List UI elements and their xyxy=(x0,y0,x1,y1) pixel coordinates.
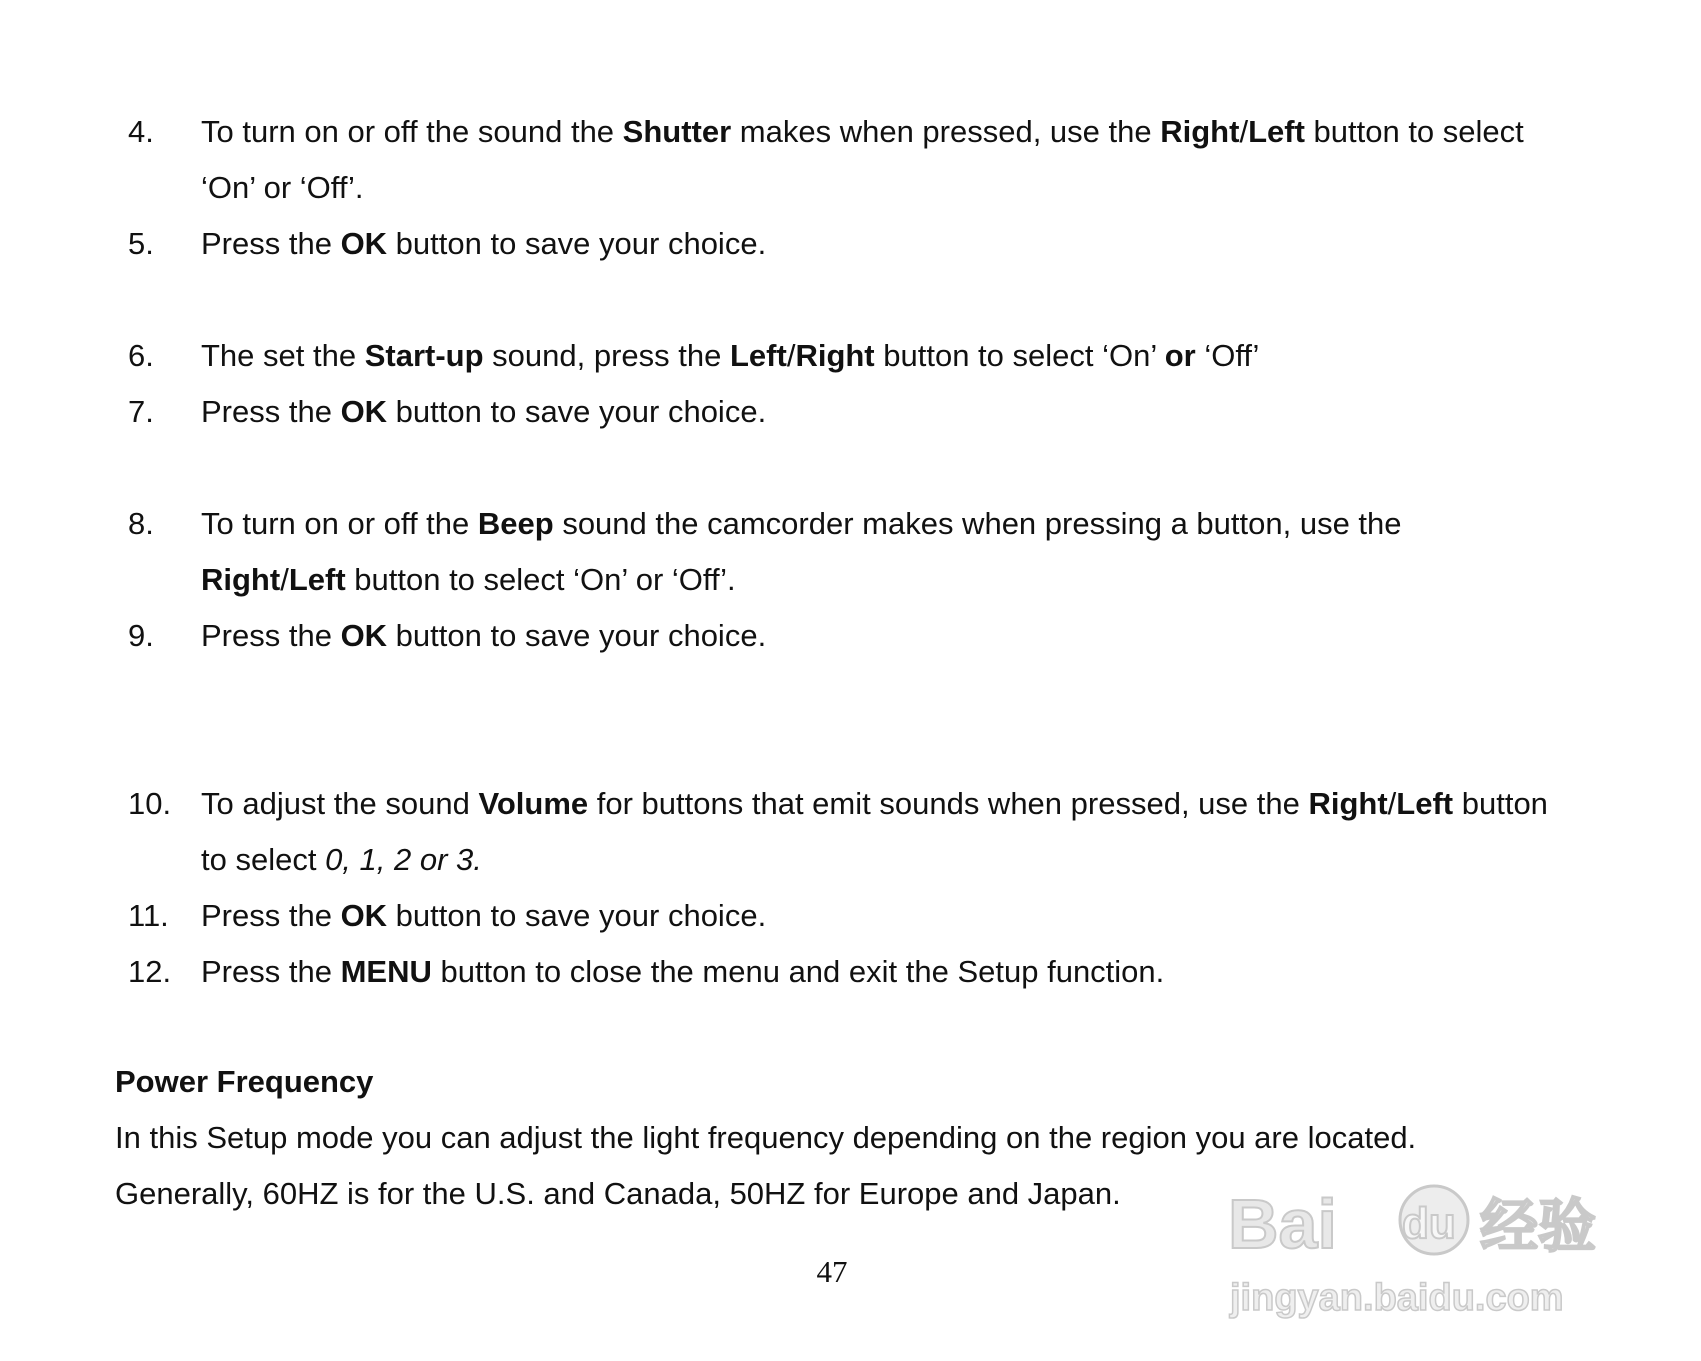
step-text xyxy=(201,384,1548,440)
step-number: 5. xyxy=(128,226,154,261)
svg-text:du: du xyxy=(1402,1199,1456,1248)
step-number: 7. xyxy=(128,394,154,429)
svg-text:经验: 经验 xyxy=(1480,1192,1597,1260)
bold-term: Volume xyxy=(478,786,589,821)
text-run: button to save your choice. xyxy=(387,226,767,261)
bold-term: Right xyxy=(201,562,281,597)
italic-term: 0, 1, 2 or 3. xyxy=(325,842,482,877)
text-run: Press the xyxy=(201,898,341,933)
watermark-brand: Bai xyxy=(1228,1185,1337,1263)
section-paragraph: In this Setup mode you can adjust the light frequency depending on the region you are located. Generally, 60HZ is for the U.S. and Canada, 50HZ for Europe and Japan. xyxy=(115,1120,1417,1211)
text-run: To turn on or off the xyxy=(201,506,478,541)
step-text xyxy=(201,496,1548,608)
step-text xyxy=(201,944,1548,1000)
bold-term: Left xyxy=(729,338,787,373)
text-run: To turn on or off the sound the xyxy=(201,114,623,149)
step-text xyxy=(201,328,1548,384)
step-number: 8. xyxy=(128,506,154,541)
bold-term: Beep xyxy=(477,506,554,541)
text-run: button to save your choice. xyxy=(387,618,767,653)
bold-term: OK xyxy=(340,226,388,261)
text-run: button to close the menu and exit the Setup function. xyxy=(431,954,1165,989)
text-run: button to save your choice. xyxy=(387,394,767,429)
step-11 xyxy=(128,888,1548,944)
section-heading: Power Frequency xyxy=(115,1064,374,1099)
bold-term: Right xyxy=(1308,786,1388,821)
text-run: button to select ‘On’ or ‘Off’. xyxy=(201,114,1524,205)
text-run: Press the xyxy=(201,226,341,261)
step-5 xyxy=(128,216,1548,272)
step-number: 4. xyxy=(128,114,154,149)
step-text xyxy=(201,608,1548,664)
step-6 xyxy=(128,328,1548,384)
text-run: sound, press the xyxy=(483,338,730,373)
text-run: / xyxy=(786,338,796,373)
step-text xyxy=(201,216,1548,272)
bold-term: Left xyxy=(1248,114,1305,149)
baidu-jingyan-watermark xyxy=(1222,1172,1622,1322)
step-number: 9. xyxy=(128,618,154,653)
text-run: / xyxy=(1387,786,1397,821)
step-text xyxy=(201,104,1548,216)
bold-term: OK xyxy=(340,394,388,429)
text-run: makes when pressed, use the xyxy=(731,114,1161,149)
bold-term: or xyxy=(1164,338,1196,373)
bold-term: Left xyxy=(1396,786,1454,821)
step-7 xyxy=(128,384,1548,440)
step-number: 12. xyxy=(128,954,172,989)
step-number: 10. xyxy=(128,786,172,821)
text-run: Press the xyxy=(201,394,341,429)
bold-term: MENU xyxy=(340,954,432,989)
text-run: for buttons that emit sounds when pressed, use the xyxy=(588,786,1309,821)
bold-term: Right xyxy=(1160,114,1240,149)
text-run: / xyxy=(1239,114,1249,149)
text-run: button to select ‘On’ or ‘Off’. xyxy=(345,562,736,597)
text-run: button to save your choice. xyxy=(387,898,767,933)
step-number: 11. xyxy=(128,898,169,933)
bold-term: Start-up xyxy=(364,338,484,373)
step-text xyxy=(201,776,1548,888)
watermark-url: jingyan.baidu.com xyxy=(1230,1277,1564,1319)
page-number: 47 xyxy=(816,1254,848,1289)
bold-term: OK xyxy=(340,618,388,653)
step-text xyxy=(201,888,1548,944)
step-8 xyxy=(128,496,1548,608)
text-run: button to select ‘On’ xyxy=(874,338,1165,373)
text-run: / xyxy=(280,562,289,597)
step-10 xyxy=(128,776,1548,888)
bold-term: Shutter xyxy=(622,114,732,149)
step-12 xyxy=(128,944,1548,1000)
bold-term: OK xyxy=(340,898,388,933)
text-run: To adjust the sound xyxy=(201,786,479,821)
step-4 xyxy=(128,104,1548,216)
text-run: ‘Off’ xyxy=(1195,338,1260,373)
text-run: Press the xyxy=(201,954,341,989)
bold-term: Left xyxy=(288,562,346,597)
text-run: sound the camcorder makes when pressing a button, use the xyxy=(553,506,1402,541)
text-run: The set the xyxy=(201,338,365,373)
step-number: 6. xyxy=(128,338,154,373)
text-run: Press the xyxy=(201,618,341,653)
text-run: button to select xyxy=(201,786,1548,877)
step-9 xyxy=(128,608,1548,664)
bold-term: Right xyxy=(795,338,875,373)
